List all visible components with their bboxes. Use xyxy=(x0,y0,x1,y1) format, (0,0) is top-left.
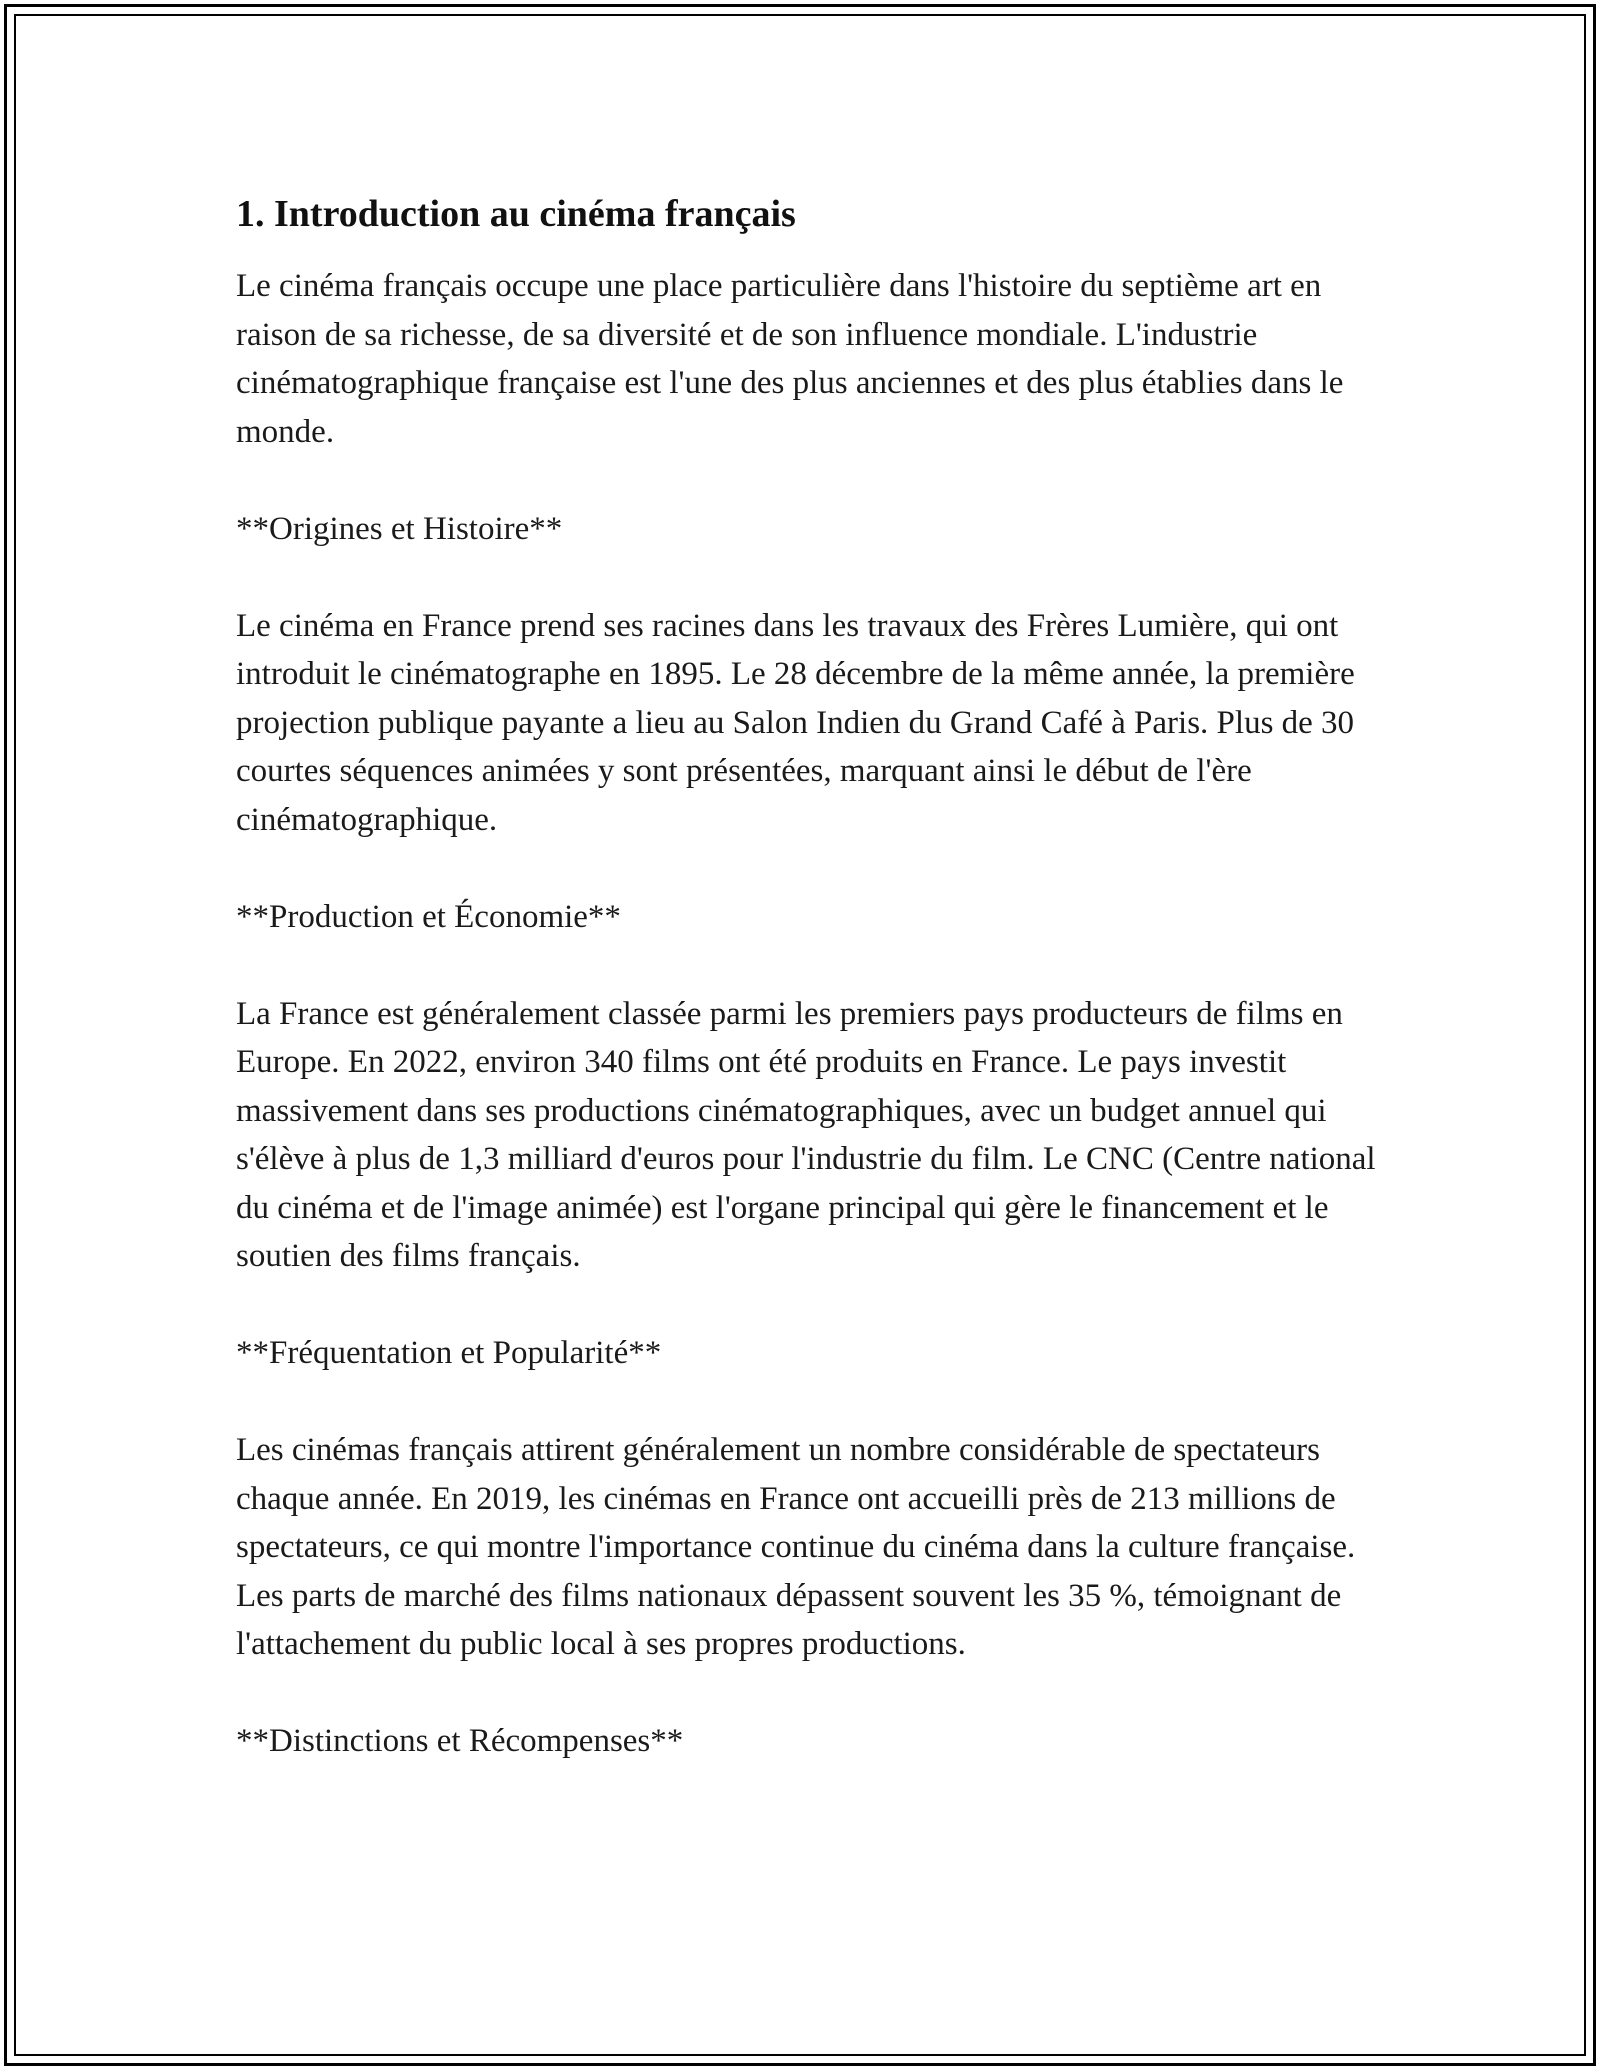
paragraph-frequentation: Les cinémas français attirent généralement un nombre considérable de spectateurs chaque année. En 2019, les cinémas en France ont accueilli près de 213 millions de spectateurs, ce qui montre l'importance continue du cinéma dans la culture française. Les parts de marché des films nationaux dépassent souvent les 35 %, témoignant de l'attachement du public local à ses propres productions. xyxy=(236,1432,1356,1662)
section-heading: 1. Introduction au cinéma français xyxy=(236,193,796,235)
subsection-title-origines: **Origines et Histoire** xyxy=(236,510,563,547)
subsection-title-production: **Production et Économie** xyxy=(236,898,621,935)
intro-paragraph: Le cinéma français occupe une place particulière dans l'histoire du septième art en raison de sa richesse, de sa diversité et de son influence mondiale. L'industrie cinématographique française est l'une des plus anciennes et des plus établies dans le monde. xyxy=(236,268,1344,450)
paragraph-origines: Le cinéma en France prend ses racines dans les travaux des Frères Lumière, qui ont introduit le cinématographe en 1895. Le 28 décembre de la même année, la première projection publique payante a lieu au Salon Indien du Grand Café à Paris. Plus de 30 courtes séquences animées y sont présentées, marquant ainsi le début de l'ère cinématographique. xyxy=(236,607,1355,838)
subsection-title-frequentation: **Fréquentation et Popularité** xyxy=(236,1335,662,1371)
subsection-title-distinctions: **Distinctions et Récompenses** xyxy=(236,1723,684,1759)
paragraph-production: La France est généralement classée parmi les premiers pays producteurs de films en Europe. En 2022, environ 340 films ont été produits en France. Le pays investit massivement dans ses productions cinématographiques, avec un budget annuel qui s'élève à plus de 1,3 milliard d'euros pour l'industrie du film. Le CNC (Centre national du cinéma et de l'image animée) est l'organe principal qui gère le financement et le soutien des films français. xyxy=(236,995,1376,1274)
document-body xyxy=(236,188,1376,1766)
